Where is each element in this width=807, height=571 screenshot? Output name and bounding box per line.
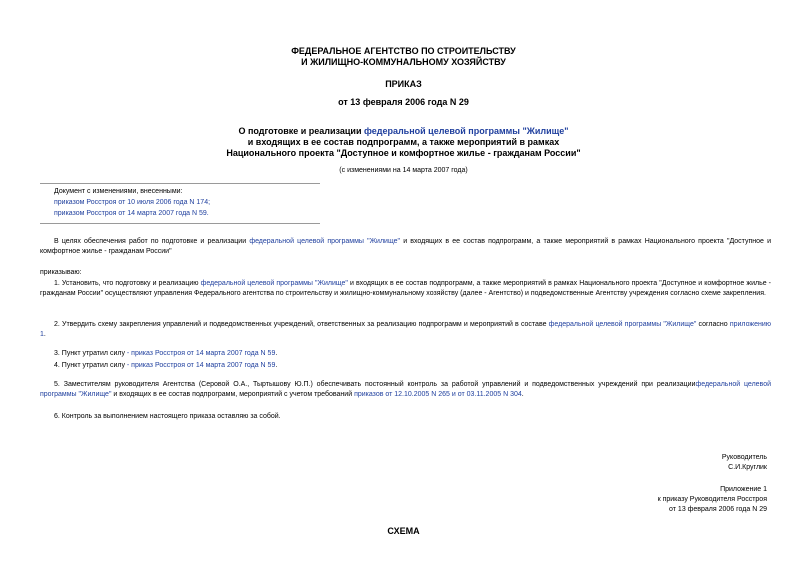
item-4-text: 4. Пункт утратил силу bbox=[54, 362, 127, 369]
item-6: 6. Контроль за выполнением настоящего приказа оставляю за собой. bbox=[54, 413, 281, 420]
doc-title-line-1 bbox=[0, 126, 807, 137]
doc-type: ПРИКАЗ bbox=[385, 79, 422, 89]
agency-line-1: ФЕДЕРАЛЬНОЕ АГЕНТСТВО ПО СТРОИТЕЛЬСТВУ bbox=[291, 46, 516, 56]
appendix-line-2: к приказу Руководителя Росстроя bbox=[657, 496, 767, 503]
item-2-text-mid: согласно bbox=[696, 321, 730, 328]
item-3 bbox=[40, 349, 771, 359]
title-text: О подготовке и реализации bbox=[238, 126, 364, 136]
preamble-text-end: и входящих в ее состав подпрограмм, а также мероприятий в рамках Национального проекта "Доступное и комфортное жилье - гражданам России" bbox=[40, 238, 771, 255]
item-4-text-end: . bbox=[275, 362, 278, 369]
item-1 bbox=[40, 279, 771, 299]
preamble-program-link[interactable]: федеральной целевой программы "Жилище" bbox=[249, 238, 401, 245]
doc-title-line-2: и входящих в ее состав подпрограмм, а также мероприятий в рамках bbox=[247, 137, 560, 147]
signature-name: С.И.Круглик bbox=[728, 464, 767, 471]
item-1-program-link[interactable]: федеральной целевой программы "Жилище" bbox=[200, 280, 348, 287]
item-5-text: 5. Заместителям руководителя Агентства (Серовой О.А., Тыртышову Ю.П.) обеспечивать постоянный контроль за работой управлений и подведомственных учреждений при реализации bbox=[54, 381, 696, 388]
item-5-text-mid: и входящих в ее состав подпрограмм, мероприятий с учетом требований bbox=[111, 391, 355, 398]
item-5-orders-link[interactable]: приказов от 12.10.2005 N 265 и от 03.11.2005 N 304 bbox=[354, 391, 522, 398]
doc-title-line-3: Национального проекта "Доступное и комфортное жилье - гражданам России" bbox=[226, 148, 581, 158]
agency-line-2: И ЖИЛИЩНО-КОММУНАЛЬНОМУ ХОЗЯЙСТВУ bbox=[301, 57, 506, 67]
change-link-1[interactable]: приказом Росстроя от 10 июля 2006 года N 174; bbox=[54, 199, 211, 206]
appendix-line-1: Приложение 1 bbox=[720, 486, 767, 493]
item-2-text: 2. Утвердить схему закрепления управлений и подведомственных учреждений, ответственных за реализацию подпрограмм и мероприятий в составе bbox=[54, 321, 549, 328]
appendix-line-3: от 13 февраля 2006 года N 29 bbox=[669, 506, 767, 513]
doc-date-number: от 13 февраля 2006 года N 29 bbox=[338, 97, 469, 107]
preamble bbox=[40, 237, 771, 257]
item-2 bbox=[40, 320, 771, 340]
item-5 bbox=[40, 380, 771, 400]
signature-position: Руководитель bbox=[721, 454, 767, 461]
changes-divider-bottom bbox=[40, 223, 320, 224]
amend-note: (с изменениями на 14 марта 2007 года) bbox=[339, 167, 468, 174]
change-link-2[interactable]: приказом Росстроя от 14 марта 2007 года N 59. bbox=[54, 210, 209, 217]
item-1-text: 1. Установить, что подготовку и реализацию bbox=[54, 280, 201, 287]
changes-divider-top bbox=[40, 183, 320, 184]
scheme-title: СХЕМА bbox=[387, 526, 420, 536]
changes-box bbox=[54, 186, 210, 219]
program-link[interactable]: федеральной целевой программы "Жилище" bbox=[363, 126, 569, 136]
item-3-text: 3. Пункт утратил силу bbox=[54, 350, 127, 357]
preamble-text: В целях обеспечения работ по подготовке и реализации bbox=[54, 238, 250, 245]
item-5-program-link[interactable]: федеральной целевой программы "Жилище" bbox=[40, 381, 772, 398]
appendix-1-link[interactable]: приложению 1 bbox=[40, 321, 771, 338]
item-2-text-end: . bbox=[43, 331, 46, 338]
item-4-order-link[interactable]: - приказ Росстроя от 14 марта 2007 года N 59 bbox=[126, 362, 276, 369]
item-2-program-link[interactable]: федеральной целевой программы "Жилище" bbox=[548, 321, 697, 328]
item-1-text-end: и входящих в ее состав подпрограмм, а также мероприятий в рамках Национального проекта "Доступное и комфортное жилье - гражданам России" осуществляют управления Федерального агентства по строительству и жилищно-коммунальному хозяйству (далее - Агентство) и подведомственные Агентству учреждения согласно схеме закрепления. bbox=[40, 280, 771, 297]
item-4 bbox=[40, 361, 771, 371]
order-word: приказываю: bbox=[40, 269, 82, 276]
item-3-text-end: . bbox=[275, 350, 278, 357]
item-5-text-end: . bbox=[521, 391, 524, 398]
item-3-order-link[interactable]: - приказ Росстроя от 14 марта 2007 года N 59 bbox=[126, 350, 276, 357]
changes-heading: Документ с изменениями, внесенными: bbox=[54, 188, 183, 195]
